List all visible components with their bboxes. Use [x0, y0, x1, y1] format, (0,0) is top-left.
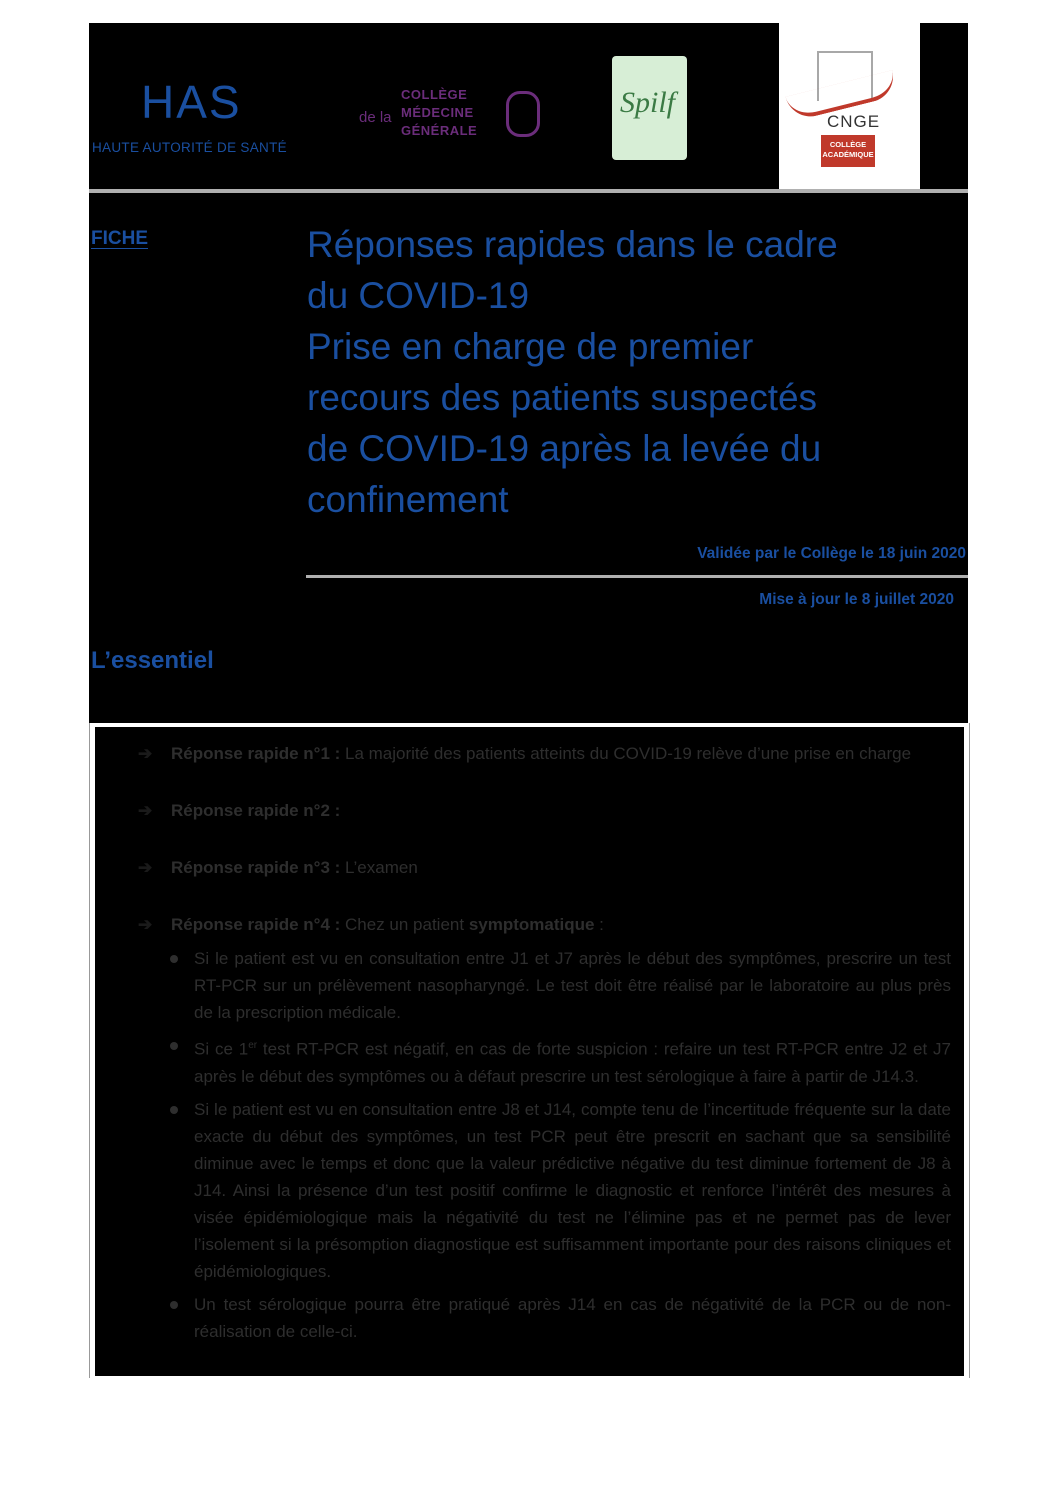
response-label: Réponse rapide n°2 :	[171, 801, 341, 820]
bullet-dot-icon	[170, 955, 178, 963]
bullet-superscript: er	[248, 1040, 258, 1051]
response-item-2	[138, 797, 946, 825]
response-text: La majorité des patients atteints du COVID-19 relève d’une prise en charge	[340, 744, 912, 763]
title-divider	[306, 575, 968, 578]
bullet-text: Un test sérologique pourra être pratiqué après J14 en cas de négativité de la PCR ou de non-réalisation de celle-ci.	[194, 1294, 951, 1341]
bullet-text-before: Si ce 1	[194, 1039, 249, 1059]
bullet-text-after: test RT-PCR est négatif, en cas de forte suspicion : refaire un test RT-PCR entre J2 et J7 après le début des symptômes ou à défaut prescrire un test sérologique à faire à partir de J14.3.	[194, 1039, 951, 1086]
list-item	[165, 1032, 951, 1090]
response-item-4	[138, 911, 946, 939]
response-text-after: :	[594, 915, 604, 934]
cmg-emblem-icon	[506, 91, 540, 137]
response-label: Réponse rapide n°3 :	[171, 858, 341, 877]
page-title	[307, 219, 962, 525]
has-logo	[89, 23, 321, 163]
cnge-logo-name: CNGE	[827, 112, 881, 131]
section-title: L’essentiel	[91, 647, 214, 674]
has-logo-subtitle: HAUTE AUTORITÉ DE SANTÉ	[92, 140, 287, 155]
bullet-dot-icon	[170, 1042, 178, 1050]
cnge-badge: COLLÈGE ACADÉMIQUE	[821, 135, 875, 167]
cmg-line-1: COLLÈGE	[401, 87, 468, 102]
cmg-line-3: GÉNÉRALE	[401, 123, 478, 138]
spilf-logo-text: Spilf	[620, 86, 676, 119]
cmg-de-la: de la	[359, 109, 392, 126]
arrow-right-icon: ➔	[138, 744, 153, 763]
has-logo-letters: HAS	[141, 76, 242, 128]
summary-box	[89, 723, 970, 1378]
bullet-text: Si le patient est vu en consultation entre J8 et J14, compte tenu de l’incertitude fréquente sur la date exacte du début des symptômes, un test PCR peut être prescrit en sachant que sa sensibilité diminue avec le temps et donc que la valeur prédictive négative du test diminue fortement de J8 à J14. Ainsi la présence d’un test positif confirme le diagnostic et renforce l’intérêt des mesures à visée épidémiologique mais la négativité du test ne l’élimine pas et ne permet pas de lever l’isolement si la présomption diagnostique est suffisamment importante pour des raisons cliniques et épidémiologiques.	[194, 1099, 951, 1281]
arrow-right-icon: ➔	[138, 801, 153, 820]
update-date: Mise à jour le 8 juillet 2020	[759, 591, 954, 608]
response-label: Réponse rapide n°4 :	[171, 915, 341, 934]
title-line: de COVID-19 après la levée du	[307, 428, 822, 469]
arrow-right-icon: ➔	[138, 915, 153, 934]
bullet-dot-icon	[170, 1301, 178, 1309]
title-line: Prise en charge de premier	[307, 326, 754, 367]
list-item	[165, 945, 951, 1026]
cmg-line-2: MÉDECINE	[401, 105, 474, 120]
bullet-dot-icon	[170, 1106, 178, 1114]
response-text-before: Chez un patient	[340, 915, 469, 934]
title-line: confinement	[307, 479, 509, 520]
list-item	[165, 1096, 951, 1285]
summary-box-content	[95, 727, 964, 1376]
cnge-logo	[779, 23, 920, 190]
title-line: du COVID-19	[307, 275, 530, 316]
response-item-1	[138, 740, 946, 768]
arrow-right-icon: ➔	[138, 858, 153, 877]
response-label: Réponse rapide n°1 :	[171, 744, 341, 763]
fiche-label: FICHE	[91, 228, 148, 249]
header-divider	[89, 189, 968, 193]
title-line: recours des patients suspectés	[307, 377, 818, 418]
response-text: L’examen	[340, 858, 418, 877]
list-item	[165, 1291, 951, 1345]
response-item-3	[138, 854, 946, 882]
title-line: Réponses rapides dans le cadre	[307, 224, 838, 265]
response-text-bold: symptomatique	[468, 915, 595, 934]
bullet-text: Si le patient est vu en consultation entre J1 et J7 après le début des symptômes, prescrire un test RT-PCR sur un prélèvement nasopharyngé. Le test doit être réalisé par le laboratoire au plus près de la prescription médicale.	[194, 949, 951, 1022]
validation-date: Validée par le Collège le 18 juin 2020	[697, 545, 966, 562]
spilf-logo	[612, 56, 687, 160]
bullet-list	[165, 945, 951, 1351]
